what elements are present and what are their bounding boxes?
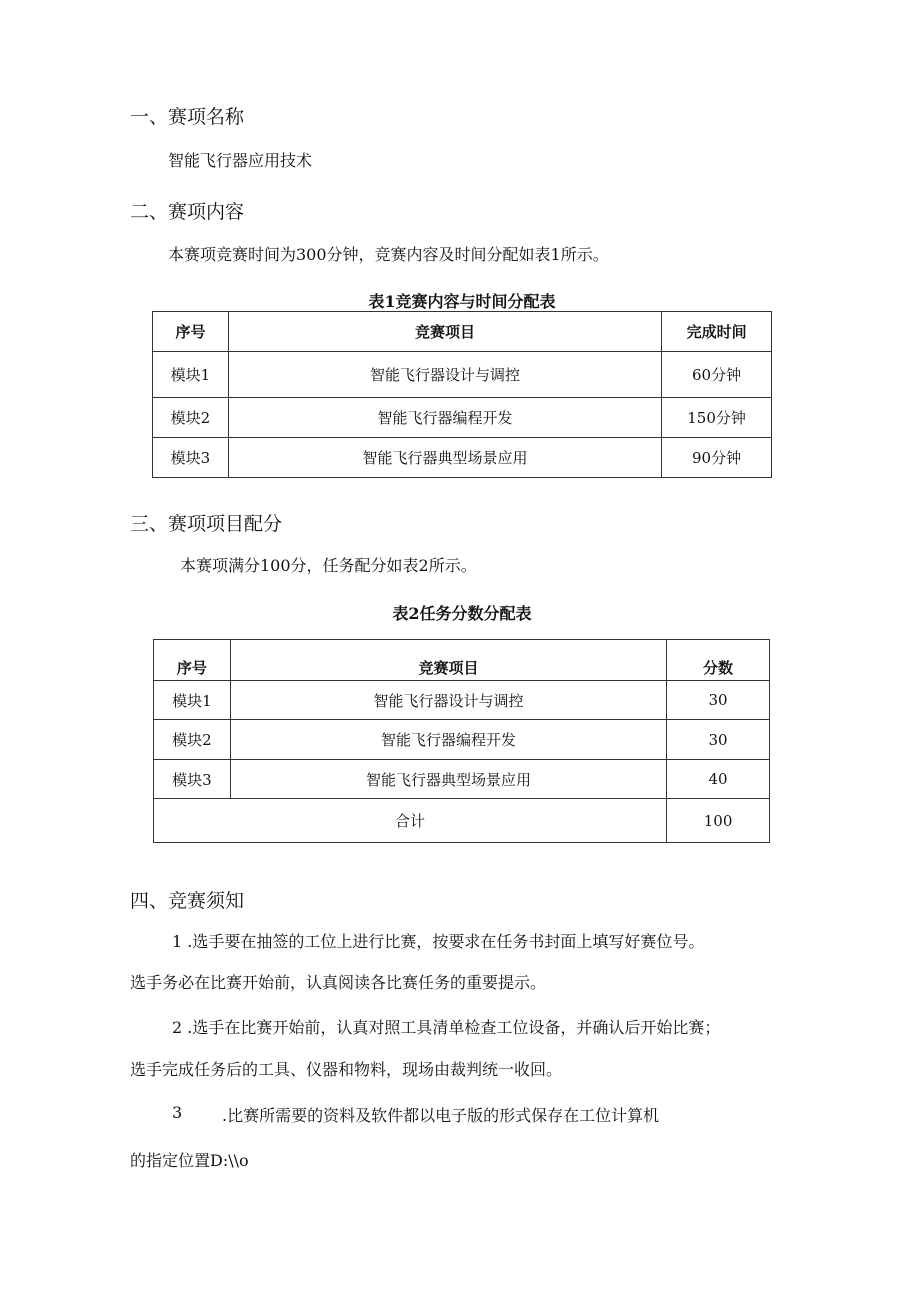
notice-1-line-2: 选手务必在比赛开始前，认真阅读各比赛任务的重要提示。 [130,973,547,992]
table1-cell: 模块1 [153,352,229,398]
table2-cell: 智能飞行器编程开发 [230,720,666,760]
table1-cell: 智能飞行器编程开发 [228,398,661,438]
table2-caption: 表2任务分数分配表 [392,604,532,623]
table1-caption: 表1竞赛内容与时间分配表 [368,292,556,311]
table-row [154,799,770,843]
table2-cell: 模块3 [154,760,231,799]
notice-1-line-1: 1 .选手要在抽签的工位上进行比赛，按要求在任务书封面上填写好赛位号。 [172,932,705,951]
table1-cell: 60分钟 [662,352,772,398]
section-1-heading: 一、赛项名称 [130,106,245,128]
notice-3-line-1: .比赛所需要的资料及软件都以电子版的形式保存在工位计算机 [222,1106,660,1125]
table2-total-label: 合计 [154,799,667,843]
table1-cell: 智能飞行器设计与调控 [228,352,661,398]
table2-header-score: 分数 [667,640,770,681]
notice-2-line-2: 选手完成任务后的工具、仪器和物料，现场由裁判统一收回。 [130,1060,563,1079]
notice-3-line-2: 的指定位置D:\\o [130,1151,249,1170]
table2 [153,639,770,843]
table1 [152,311,772,478]
table1-header-item: 竞赛项目 [228,312,661,352]
table1-cell: 智能飞行器典型场景应用 [228,438,661,478]
table1-cell: 模块3 [153,438,229,478]
table2-total-value: 100 [667,799,770,843]
section-1-text: 智能飞行器应用技术 [168,151,313,170]
notice-2-line-1: 2 .选手在比赛开始前，认真对照工具清单检查工位设备，并确认后开始比赛； [172,1018,721,1037]
table1-header-index: 序号 [153,312,229,352]
table-row [153,352,772,398]
table1-header-time: 完成时间 [662,312,772,352]
section-2-heading: 二、赛项内容 [130,201,245,223]
table2-header-index: 序号 [154,640,231,681]
table2-cell: 智能飞行器设计与调控 [230,681,666,720]
table-row [154,760,770,799]
table2-cell: 智能飞行器典型场景应用 [230,760,666,799]
table2-cell: 30 [667,720,770,760]
section-3-heading: 三、赛项项目配分 [130,513,283,535]
table2-cell: 模块1 [154,681,231,720]
table2-cell: 40 [667,760,770,799]
table1-cell: 模块2 [153,398,229,438]
table-row [154,720,770,760]
section-4-heading: 四、竞赛须知 [130,890,245,912]
table1-cell: 90分钟 [662,438,772,478]
table-row [154,681,770,720]
section-2-text: 本赛项竞赛时间为300分钟，竞赛内容及时间分配如表1所示。 [168,245,609,264]
table-row [153,398,772,438]
section-3-text: 本赛项满分100分，任务配分如表2所示。 [180,556,477,575]
table1-cell: 150分钟 [662,398,772,438]
table-row [153,438,772,478]
table2-cell: 模块2 [154,720,231,760]
table2-header-item: 竞赛项目 [230,640,666,681]
notice-3-number: 3 [172,1103,183,1122]
table2-cell: 30 [667,681,770,720]
